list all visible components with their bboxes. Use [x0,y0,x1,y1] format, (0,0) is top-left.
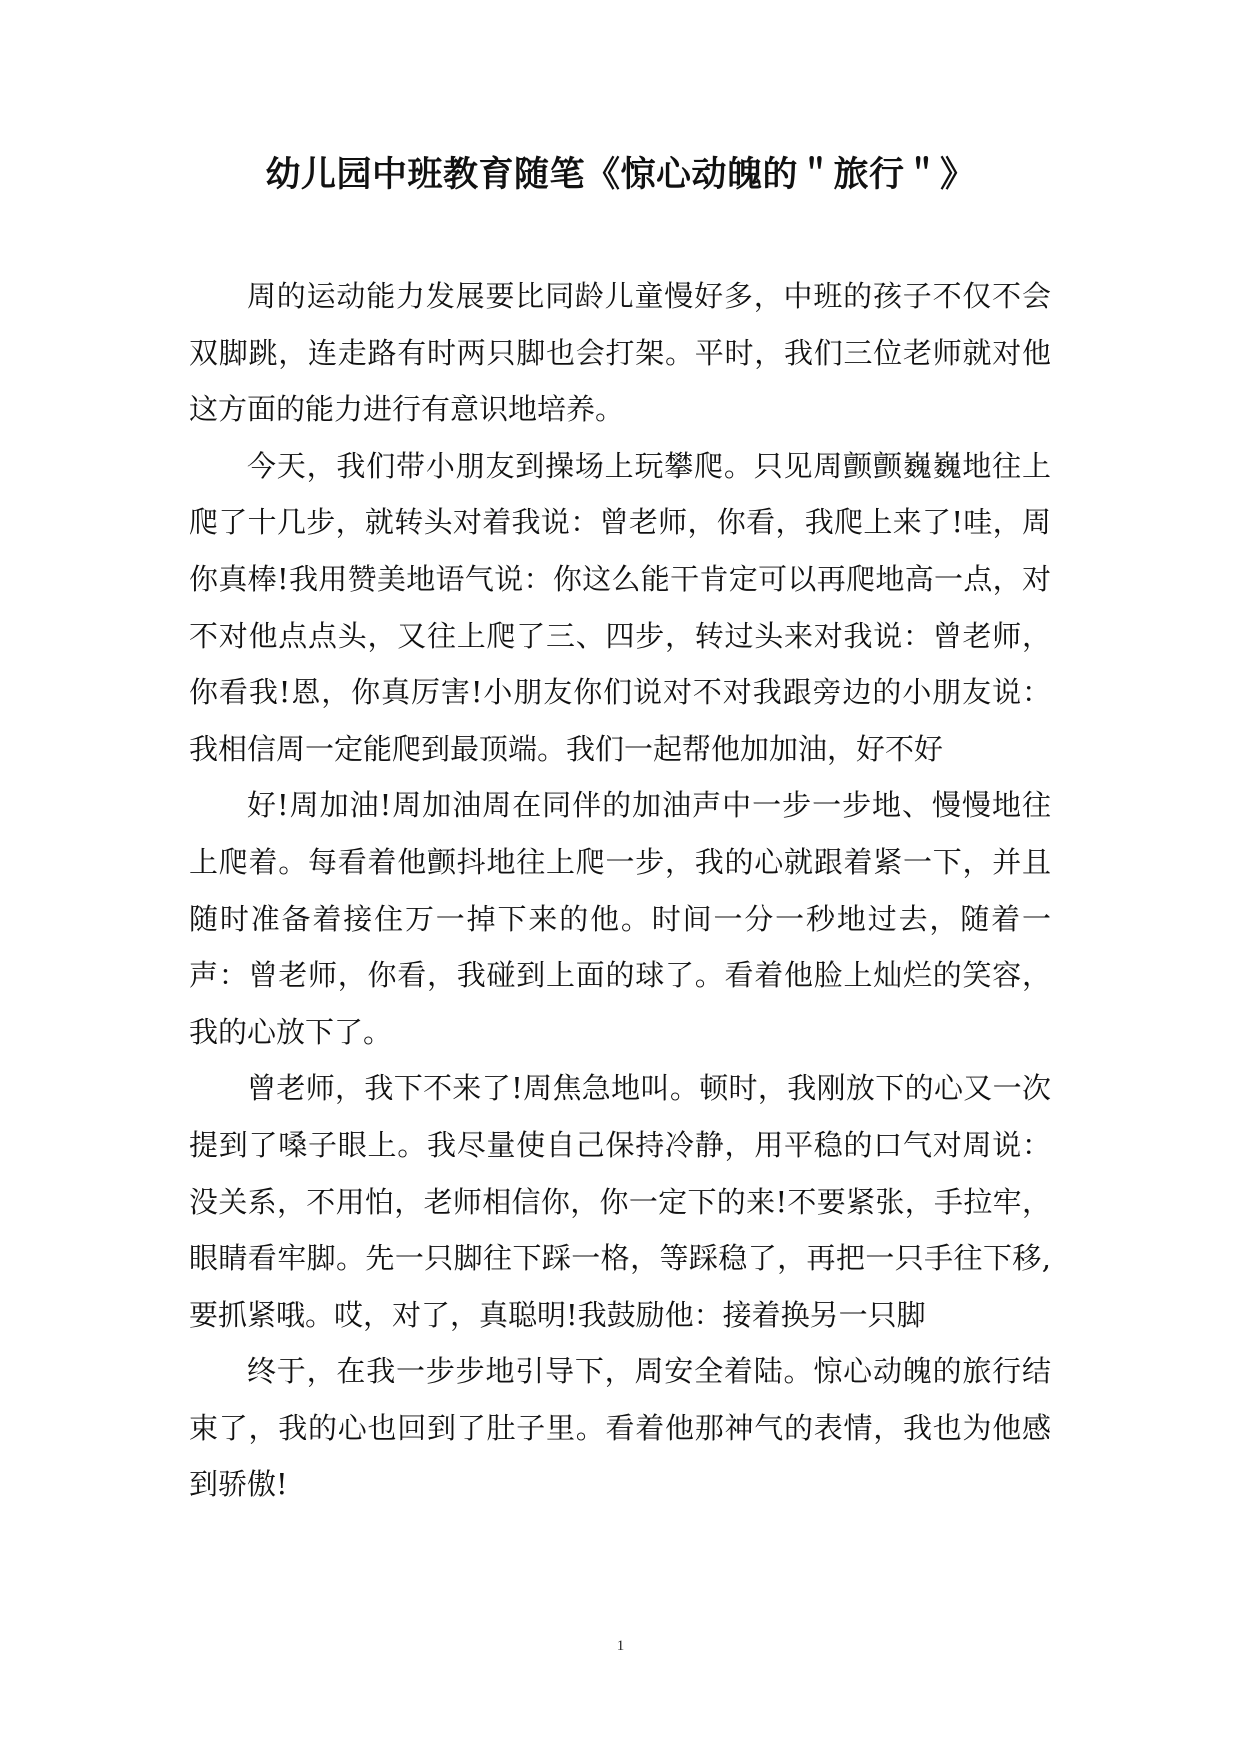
page-number: 1 [616,1638,625,1654]
paragraph-3: 好!周加油!周加油周在同伴的加油声中一步一步地、慢慢地往上爬着。每看着他颤抖地往上爬一步，我的心就跟着紧一下，并且随时准备着接住万一掉下来的他。时间一分一秒地过去，随着一声：曾老师，你看，我碰到上面的球了。看着他脸上灿烂的笑容，我的心放下了。 [189,788,1051,1049]
paragraph-1: 周的运动能力发展要比同龄儿童慢好多，中班的孩子不仅不会双脚跳，连走路有时两只脚也会打架。平时，我们三位老师就对他这方面的能力进行有意识地培养。 [189,279,1051,427]
paragraph-5: 终于，在我一步步地引导下，周安全着陆。惊心动魄的旅行结束了，我的心也回到了肚子里。看着他那神气的表情，我也为他感到骄傲! [189,1354,1051,1502]
document-body [189,268,1051,1513]
document-title: 幼儿园中班教育随笔《惊心动魄的＂旅行＂》 [265,155,976,195]
paragraph-2: 今天，我们带小朋友到操场上玩攀爬。只见周颤颤巍巍地往上爬了十几步，就转头对着我说：曾老师，你看，我爬上来了!哇，周你真棒!我用赞美地语气说：你这么能干肯定可以再爬地高一点，对不对他点点头，又往上爬了三、四步，转过头来对我说：曾老师，你看我!恩，你真厉害!小朋友你们说对不对我跟旁边的小朋友说：我相信周一定能爬到最顶端。我们一起帮他加加油，好不好 [189,448,1051,766]
paragraph-4: 曾老师，我下不来了!周焦急地叫。顿时，我刚放下的心又一次提到了嗓子眼上。我尽量使自己保持冷静，用平稳的口气对周说：没关系，不用怕，老师相信你，你一定下的来!不要紧张，手拉牢，眼睛看牢脚。先一只脚往下踩一格，等踩稳了，再把一只手往下移,要抓紧哦。哎，对了，真聪明!我鼓励他：接着换另一只脚 [189,1071,1051,1332]
